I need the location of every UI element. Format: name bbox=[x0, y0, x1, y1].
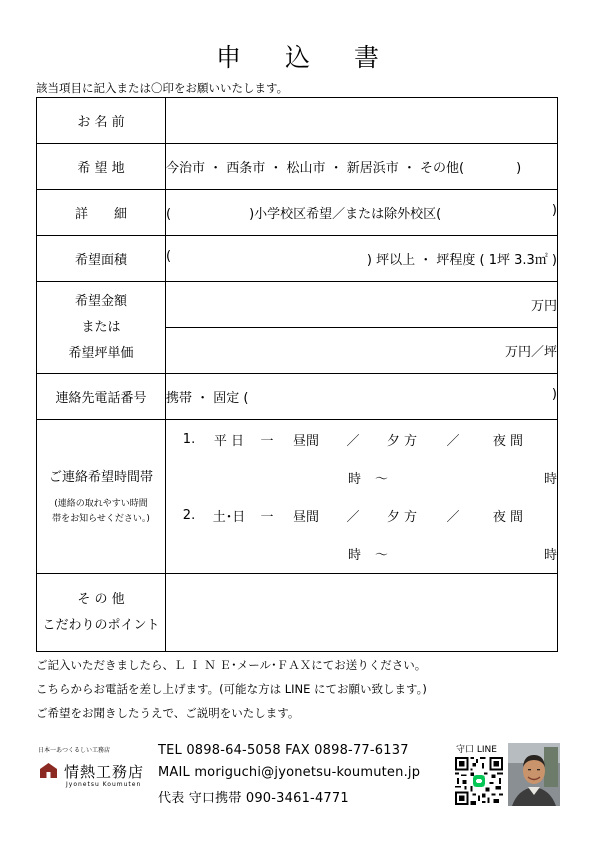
line-label: 守口 LINE bbox=[456, 745, 497, 755]
phone-type-text: 携帯 ・ 固定 ( bbox=[166, 391, 249, 406]
name-field[interactable] bbox=[166, 98, 558, 144]
area-field[interactable]: 今治市 ・ 西条市 ・ 松山市 ・ 新居浜市 ・ その他( ) bbox=[166, 144, 558, 190]
noon-text: 昼間 bbox=[292, 434, 319, 449]
name-label: お 名 前 bbox=[37, 98, 166, 144]
option-number: 2. bbox=[182, 508, 196, 523]
price-label-line: 希望坪単価 bbox=[68, 345, 134, 361]
other-label: こだわりのポイント bbox=[42, 617, 160, 633]
price-label bbox=[37, 282, 166, 374]
form-title bbox=[0, 38, 595, 74]
representative-photo bbox=[508, 743, 560, 806]
hour-text: 時 bbox=[543, 472, 557, 487]
logo-tagline: 日本一あつくるしい工務店 bbox=[38, 747, 111, 754]
slash-text: ／ bbox=[346, 434, 360, 449]
price-label-line: または bbox=[81, 319, 121, 335]
night-text: 夜 間 bbox=[492, 510, 524, 525]
night-text: 夜 間 bbox=[492, 434, 524, 449]
area-row bbox=[37, 144, 558, 190]
footer-line: ご希望をお聞きしたうえで、ご説明をいたします。 bbox=[36, 706, 300, 720]
time-note: 帯をお知らせください。) bbox=[52, 514, 150, 524]
unit-price-field[interactable]: 万円／坪 bbox=[166, 328, 558, 374]
detail-row bbox=[37, 190, 558, 236]
price-label-line: 希望金額 bbox=[74, 293, 127, 309]
time-note: (連絡の取れやすい時間 bbox=[54, 499, 148, 509]
price-field[interactable]: 万円 bbox=[166, 282, 558, 328]
slash-text: ／ bbox=[446, 434, 460, 449]
detail-close-paren: ) bbox=[551, 203, 557, 218]
detail-field[interactable] bbox=[166, 190, 558, 236]
title-char: 込 bbox=[284, 43, 310, 72]
name-row bbox=[37, 98, 558, 144]
size-label: 希望面積 bbox=[37, 236, 166, 282]
size-field[interactable] bbox=[166, 236, 558, 282]
title-char: 書 bbox=[354, 43, 380, 72]
time-field[interactable] bbox=[166, 420, 558, 574]
phone-field[interactable] bbox=[166, 374, 558, 420]
size-row bbox=[37, 236, 558, 282]
logo-roman: Jyonetsu Koumuten bbox=[66, 781, 142, 788]
time-label: ご連絡希望時間帯 bbox=[48, 470, 153, 485]
phone-close-paren: ) bbox=[551, 387, 557, 402]
title-char: 申 bbox=[215, 43, 241, 72]
footer-line: こちらからお電話を差し上げます。(可能な方は LINE にてお願い致します。) bbox=[36, 682, 427, 696]
other-label: そ の 他 bbox=[77, 591, 125, 607]
other-field[interactable] bbox=[166, 574, 558, 652]
time-label-cell bbox=[37, 420, 166, 574]
dash-text: 一 bbox=[260, 510, 274, 525]
area-label: 希 望 地 bbox=[37, 144, 166, 190]
evening-text: 夕 方 bbox=[386, 434, 418, 449]
footer-line: ご記入いただきましたら、Ｌ Ｉ Ｎ Ｅ･メール･ＦＡＸにてお送りください。 bbox=[36, 658, 427, 672]
tel-fax-text: TEL 0898-64-5058 FAX 0898-77-6137 bbox=[158, 743, 409, 758]
weekday-text: 平 日 bbox=[213, 434, 245, 449]
time-row bbox=[37, 420, 558, 574]
detail-label: 詳 細 bbox=[37, 190, 166, 236]
application-form-table bbox=[36, 97, 558, 652]
instruction-text: 該当項目に記入または〇印をお願いいたします。 bbox=[36, 81, 289, 95]
detail-text: ( )小学校区希望／または除外校区( bbox=[166, 207, 442, 222]
hour-text: 時 bbox=[543, 548, 557, 563]
weekend-line bbox=[172, 497, 557, 535]
tilde-text: ～ bbox=[375, 472, 389, 487]
weekend-hours-line bbox=[172, 535, 557, 573]
hour-text: 時 bbox=[348, 548, 362, 563]
line-qr-code[interactable] bbox=[455, 757, 503, 805]
noon-text: 昼間 bbox=[292, 510, 319, 525]
phone-label: 連絡先電話番号 bbox=[37, 374, 166, 420]
company-logo bbox=[38, 745, 150, 788]
other-label-cell bbox=[37, 574, 166, 652]
weekend-text: 土･日 bbox=[212, 510, 246, 525]
phone-row bbox=[37, 374, 558, 420]
house-icon bbox=[40, 763, 57, 778]
option-number: 1. bbox=[182, 432, 196, 447]
weekday-hours-line bbox=[172, 459, 557, 497]
weekday-line bbox=[172, 421, 557, 459]
mail-text: MAIL moriguchi@jyonetsu-koumuten.jp bbox=[158, 765, 421, 780]
logo-name: 情熱工務店 bbox=[64, 763, 145, 781]
evening-text: 夕 方 bbox=[386, 510, 418, 525]
tilde-text: ～ bbox=[375, 548, 389, 563]
dash-text: 一 bbox=[260, 434, 274, 449]
hour-text: 時 bbox=[348, 472, 362, 487]
size-open-paren: ( bbox=[166, 249, 172, 264]
rep-phone-text: 代表 守口携帯 090-3461-4771 bbox=[158, 791, 349, 806]
other-row bbox=[37, 574, 558, 652]
slash-text: ／ bbox=[446, 510, 460, 525]
price-row-1 bbox=[37, 282, 558, 328]
size-text: ) 坪以上 ・ 坪程度 ( 1坪 3.3㎡ ) bbox=[366, 253, 557, 268]
slash-text: ／ bbox=[346, 510, 360, 525]
